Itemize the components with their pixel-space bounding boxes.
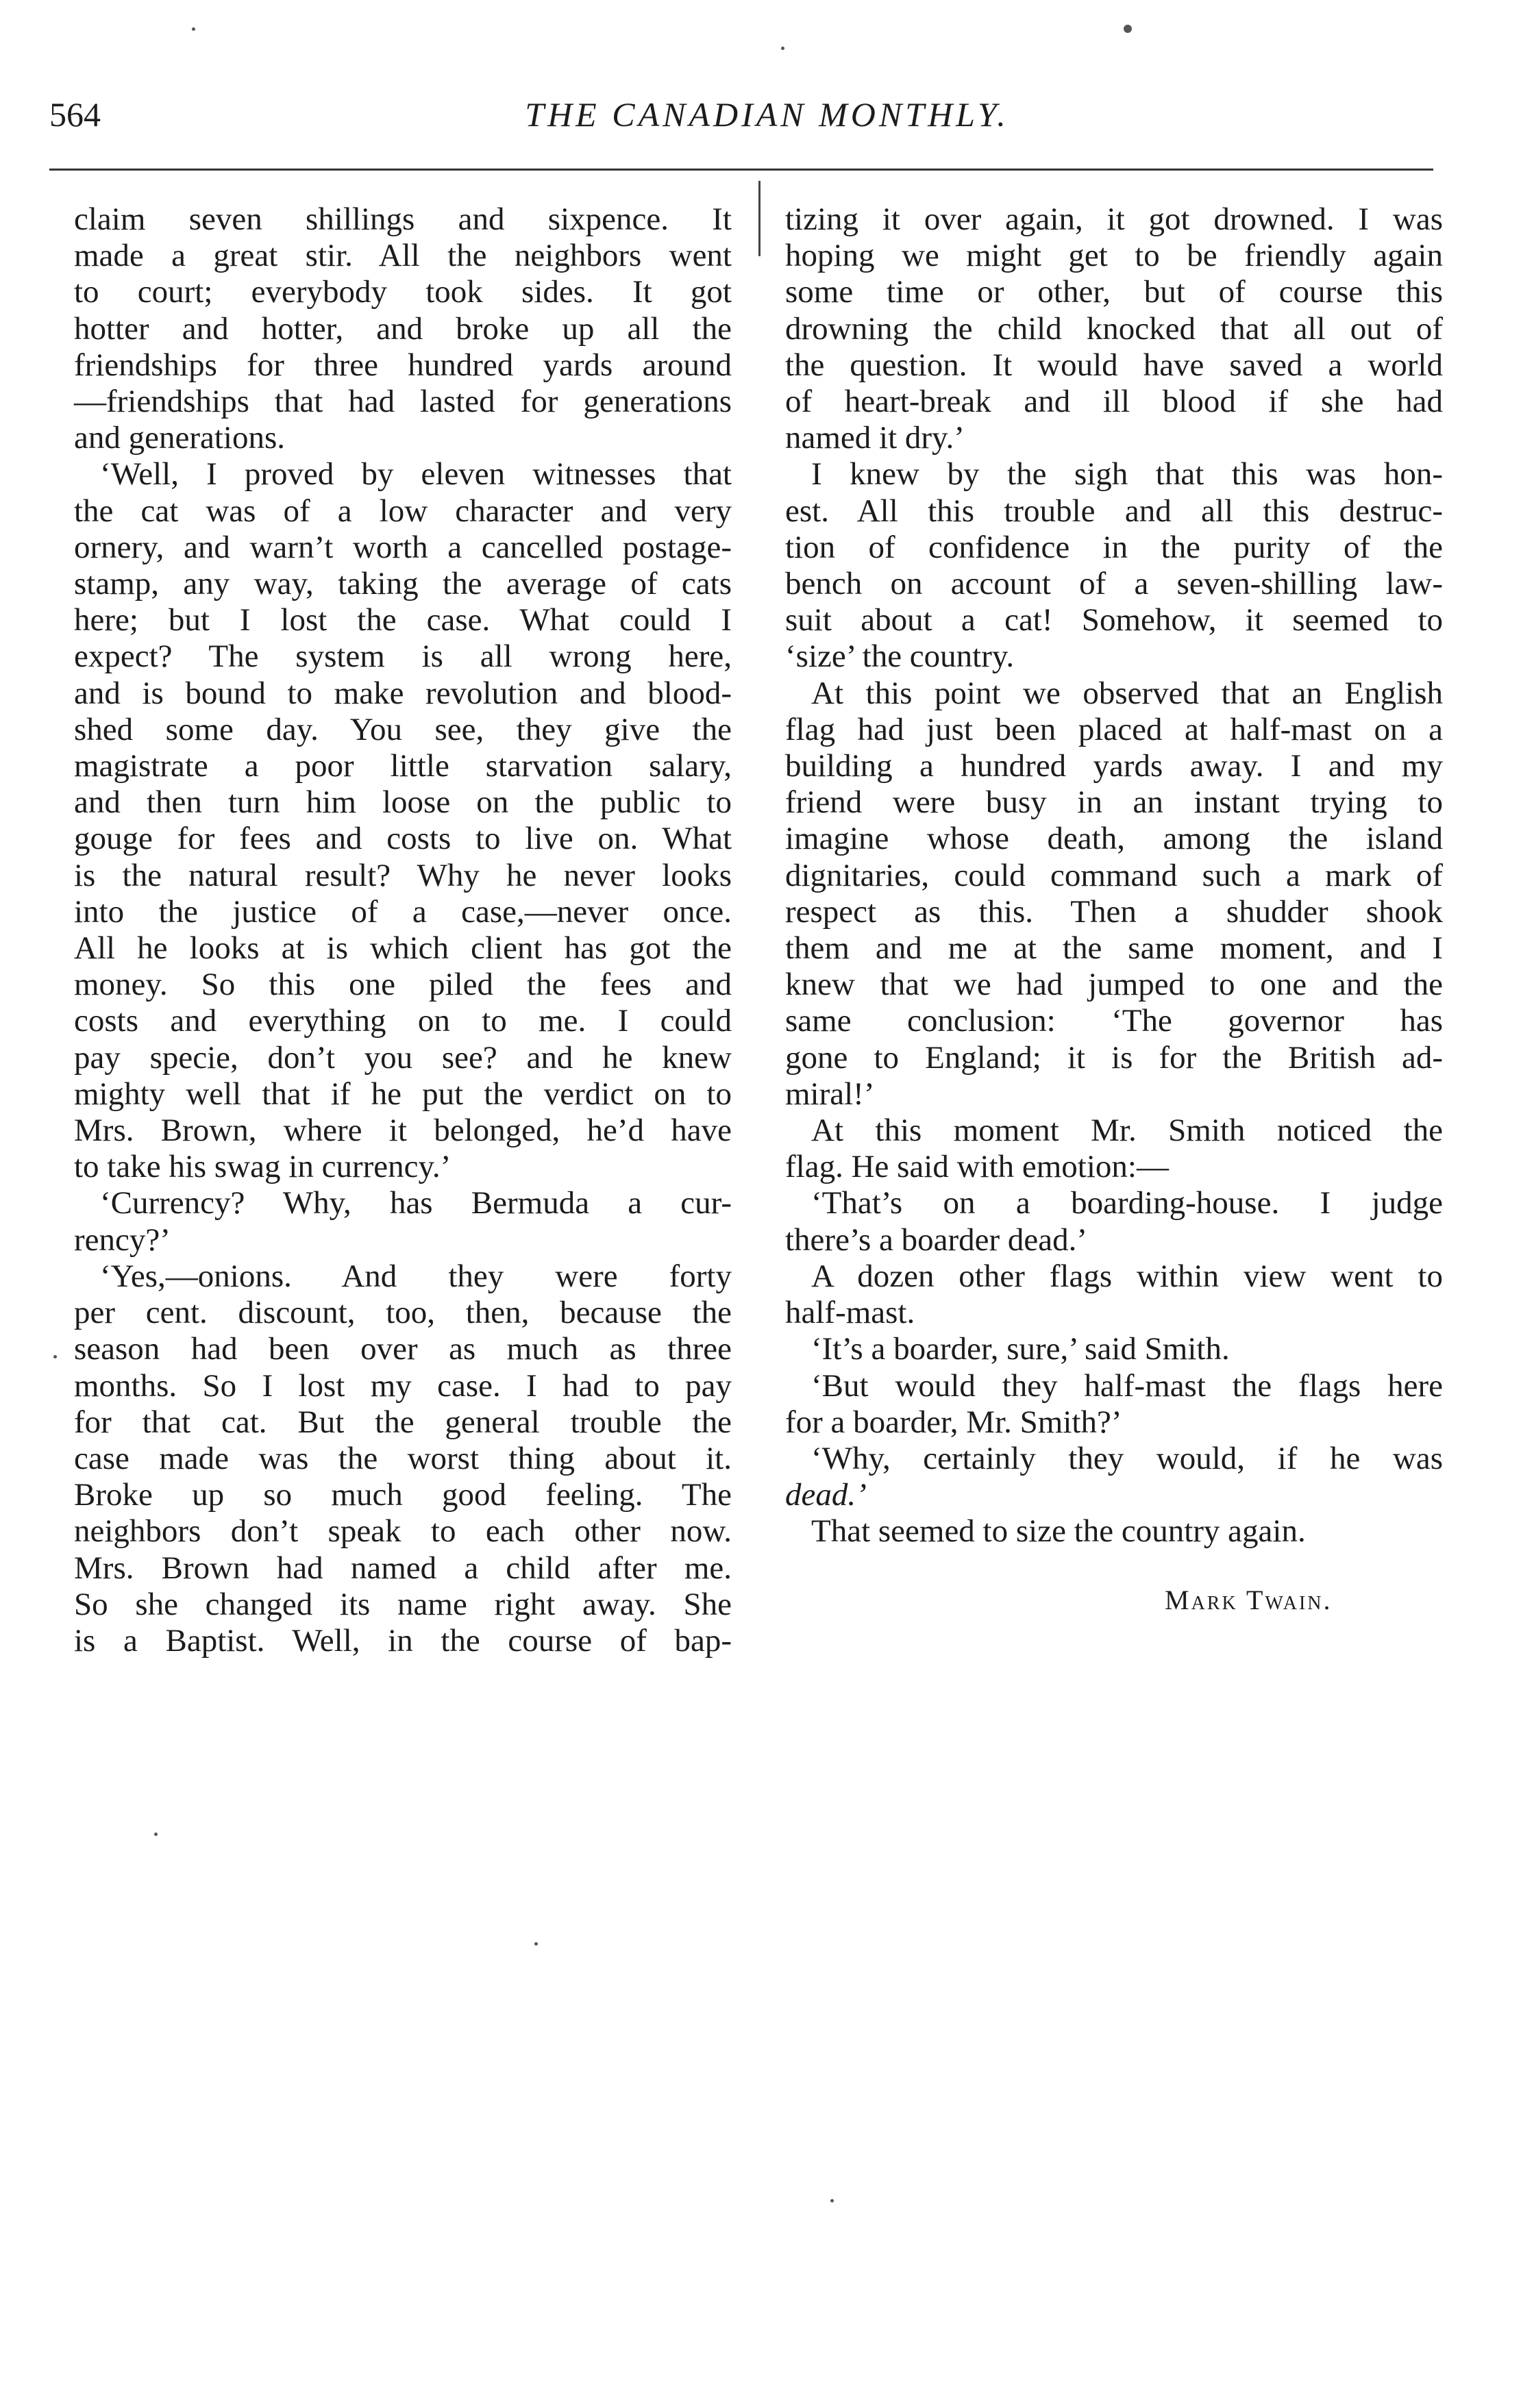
text-line: them and me at the same moment, and I (785, 930, 1443, 967)
text-line: All he looks at is which client has got the (74, 930, 732, 967)
left-column (74, 201, 732, 1659)
text-line: ‘It’s a boarder, sure,’ said Smith. (811, 1331, 1230, 1367)
scan-speck (53, 1355, 57, 1358)
text-line: to take his swag in currency.’ (74, 1149, 451, 1185)
text-line: the cat was of a low character and very (74, 493, 732, 529)
text-line: per cent. discount, too, then, because the (74, 1295, 732, 1331)
column-divider (758, 181, 760, 256)
text-line: ornery, and warn’t worth a cancelled postage- (74, 529, 732, 565)
text-line: here; but I lost the case. What could I (74, 602, 732, 638)
text-line: ‘Currency? Why, has Bermuda a cur- (100, 1185, 732, 1221)
text-line: respect as this. Then a shudder shook (785, 893, 1443, 930)
running-header (0, 95, 1534, 149)
text-line: imagine whose death, among the island (785, 821, 1443, 857)
text-line: At this point we observed that an English (811, 675, 1443, 711)
text-line: ‘size’ the country. (785, 638, 1015, 675)
text-line: hotter and hotter, and broke up all the (74, 310, 732, 347)
text-line: At this moment Mr. Smith noticed the (811, 1113, 1443, 1149)
text-line: tizing it over again, it got drowned. I was (785, 201, 1443, 237)
text-line: made a great stir. All the neighbors went (74, 238, 732, 274)
text-line: neighbors don’t speak to each other now. (74, 1513, 732, 1550)
text-line: —friendships that had lasted for generations (74, 384, 732, 420)
text-line: tion of confidence in the purity of the (785, 529, 1443, 565)
text-line: half-mast. (785, 1295, 915, 1331)
text-line: Broke up so much good feeling. The (74, 1477, 732, 1513)
text-line: Mrs. Brown, where it belonged, he’d have (74, 1113, 732, 1149)
text-line: flag had just been placed at half-mast on a (785, 711, 1443, 747)
text-line: gouge for fees and costs to live on. What (74, 821, 732, 857)
text-line: the question. It would have saved a world (785, 347, 1443, 383)
text-line: est. All this trouble and all this destruc- (785, 493, 1443, 529)
text-line: and is bound to make revolution and blood- (74, 675, 732, 711)
text-line: flag. He said with emotion:— (785, 1149, 1169, 1185)
text-line: of heart-break and ill blood if she had (785, 384, 1443, 420)
text-line: is a Baptist. Well, in the course of bap- (74, 1622, 732, 1659)
text-line: miral!’ (785, 1076, 875, 1112)
text-line: some time or other, but of course this (785, 274, 1443, 310)
scan-speck (1124, 25, 1132, 33)
text-line: season had been over as much as three (74, 1331, 732, 1367)
text-line: ‘That’s on a boarding-house. I judge (811, 1185, 1443, 1221)
text-line: for that cat. But the general trouble the (74, 1404, 732, 1440)
text-line: is the natural result? Why he never looks (74, 857, 732, 893)
scan-speck (192, 27, 195, 31)
text-line: A dozen other flags within view went to (811, 1258, 1443, 1294)
text-line: months. So I lost my case. I had to pay (74, 1367, 732, 1404)
text-line: expect? The system is all wrong here, (74, 638, 732, 675)
text-line: bench on account of a seven-shilling law- (785, 566, 1443, 602)
scan-speck (154, 1833, 158, 1836)
text-line: into the justice of a case,—never once. (74, 893, 732, 930)
text-line: stamp, any way, taking the average of cats (74, 566, 732, 602)
text-line: suit about a cat! Somehow, it seemed to (785, 602, 1443, 638)
text-line: building a hundred yards away. I and my (785, 748, 1443, 784)
text-line: there’s a boarder dead.’ (785, 1221, 1088, 1258)
author-signature: Mark Twain. (1165, 1585, 1333, 1615)
header-rule (49, 169, 1433, 171)
text-line: That seemed to size the country again. (811, 1513, 1306, 1550)
text-line: mighty well that if he put the verdict on to (74, 1076, 732, 1112)
text-line: costs and everything on to me. I could (74, 1003, 732, 1039)
text-line: So she changed its name right away. She (74, 1586, 732, 1622)
page-number: 564 (49, 95, 101, 134)
text-line: friend were busy in an instant trying to (785, 784, 1443, 821)
text-line: ‘Well, I proved by eleven witnesses that (100, 456, 732, 493)
text-line: dignitaries, could command such a mark of (785, 857, 1443, 893)
text-line: hoping we might get to be friendly again (785, 238, 1443, 274)
text-line: claim seven shillings and sixpence. It (74, 201, 732, 237)
text-line: money. So this one piled the fees and (74, 967, 732, 1003)
text-line: ‘Yes,—onions. And they were forty (100, 1258, 732, 1294)
text-line: drowning the child knocked that all out of (785, 310, 1443, 347)
running-title: THE CANADIAN MONTHLY. (525, 95, 1009, 134)
right-column (785, 201, 1443, 1550)
text-line: knew that we had jumped to one and the (785, 967, 1443, 1003)
text-line: friendships for three hundred yards around (74, 347, 732, 383)
text-line: gone to England; it is for the British ad- (785, 1039, 1443, 1076)
text-line: rency?’ (74, 1221, 171, 1258)
text-line: dead.’ (785, 1477, 867, 1513)
text-line: I knew by the sigh that this was hon- (811, 456, 1443, 493)
text-line: shed some day. You see, they give the (74, 711, 732, 747)
text-line: magistrate a poor little starvation salary, (74, 748, 732, 784)
text-line: Mrs. Brown had named a child after me. (74, 1550, 732, 1586)
text-line: case made was the worst thing about it. (74, 1440, 732, 1476)
scan-speck (781, 47, 784, 50)
text-line: to court; everybody took sides. It got (74, 274, 732, 310)
text-line: pay specie, don’t you see? and he knew (74, 1039, 732, 1076)
text-line: same conclusion: ‘The governor has (785, 1003, 1443, 1039)
scan-speck (534, 1942, 538, 1946)
text-line: ‘But would they half-mast the flags here (811, 1367, 1443, 1404)
text-line: and generations. (74, 420, 286, 456)
text-line: for a boarder, Mr. Smith?’ (785, 1404, 1122, 1440)
scan-speck (830, 2199, 834, 2202)
text-line: and then turn him loose on the public to (74, 784, 732, 821)
text-line: ‘Why, certainly they would, if he was (811, 1440, 1443, 1476)
text-line: named it dry.’ (785, 420, 965, 456)
